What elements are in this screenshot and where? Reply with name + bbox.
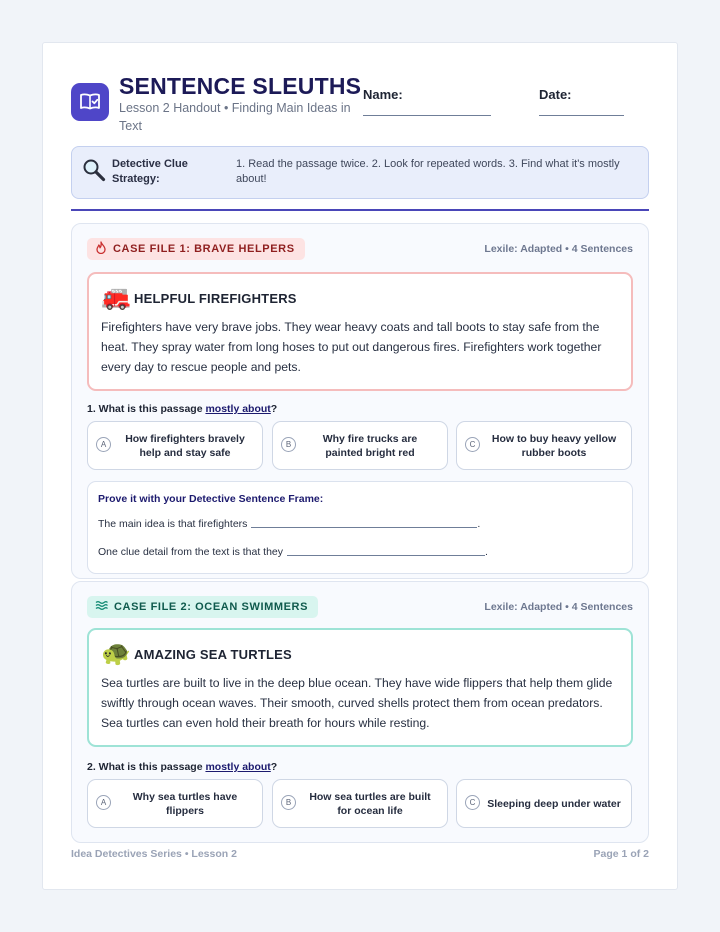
option-letter: A [96,795,111,810]
footer-page-number: Page 1 of 2 [593,848,649,860]
lexile-label: Lexile: Adapted • 4 Sentences [484,243,633,255]
section-divider [71,209,649,211]
passage-text: Firefighters have very brave jobs. They wear heavy coats and tall boots to stay safe from the heat. They spray water from long hoses to put out dangerous fires. Firefighters work together every day to rescue people and pets. [101,320,602,374]
date-field[interactable] [539,115,624,116]
answer-option-a[interactable] [87,779,263,828]
name-label: Name: [363,87,403,102]
question-2 [87,761,277,773]
book-check-icon [71,83,109,121]
frame-prompt: The main idea is that firefighters [98,518,248,530]
passage-title: AMAZING SEA TURTLES [134,647,292,662]
sentence-frame-line-1 [98,518,480,530]
passage-title: HELPFUL FIREFIGHTERS [134,291,297,306]
magnifying-glass-icon [82,158,106,187]
answer-option-a[interactable] [87,421,263,470]
option-text: How firefighters bravely help and stay safe [125,432,245,459]
question-emphasis: mostly about [205,761,271,773]
option-letter: C [465,795,480,810]
waves-icon [95,600,108,614]
date-label: Date: [539,87,572,102]
option-letter: C [465,437,480,452]
page-subtitle: Lesson 2 Handout • Finding Main Ideas in Text [119,101,351,133]
passage-text: Sea turtles are built to live in the deep blue ocean. They have wide flippers that help them glide swiftly through ocean waves. Their smooth, curved shells protect them from ocean predators. Sea turtles can even hold their breath for hours while resting. [101,676,613,730]
option-text: Sleeping deep under water [487,797,621,810]
strategy-label: Detective Clue Strategy: [112,158,188,185]
strategy-text: 1. Read the passage twice. 2. Look for repeated words. 3. Find what it's mostly about! [236,158,620,185]
option-text: Why sea turtles have flippers [132,790,238,817]
answer-blank[interactable] [287,555,485,556]
turtle-icon: 🐢 [101,640,131,667]
footer-series: Idea Detectives Series • Lesson 2 [71,848,237,860]
option-letter: B [281,795,296,810]
answer-option-c[interactable] [456,421,632,470]
answer-blank[interactable] [251,527,477,528]
option-letter: A [96,437,111,452]
sentence-frame [87,481,633,574]
option-letter: B [281,437,296,452]
question-text: 1. What is this passage [87,403,206,415]
question-text: 2. What is this passage [87,761,206,773]
answer-option-b[interactable] [272,421,448,470]
sentence-frame-line-2 [98,546,488,558]
case-badge [87,238,305,260]
option-text: How sea turtles are built for ocean life [309,790,431,817]
passage-card [87,628,633,747]
flame-icon [95,241,107,257]
strategy-box [71,146,649,199]
passage-card [87,272,633,391]
frame-prompt: One clue detail from the text is that they [98,546,284,558]
question-mark: ? [270,403,278,415]
lexile-label: Lexile: Adapted • 4 Sentences [484,601,633,613]
option-text: How to buy heavy yellow rubber boots [491,432,617,459]
option-text: Why fire trucks are painted bright red [322,432,418,459]
frame-period: . [485,546,488,558]
page-title: SENTENCE SLEUTHS [119,73,362,99]
case-file-2 [71,581,649,843]
case-badge-label: CASE FILE 1: BRAVE HELPERS [113,243,295,255]
frame-period: . [477,518,481,530]
question-1 [87,403,277,415]
answer-option-b[interactable] [272,779,448,828]
case-file-1 [71,223,649,579]
fire-truck-icon: 🚒 [101,284,131,311]
worksheet-page [42,42,678,890]
case-badge [87,596,318,618]
case-badge-label: CASE FILE 2: OCEAN SWIMMERS [114,601,309,613]
answer-option-c[interactable] [456,779,632,828]
name-field[interactable] [363,115,491,116]
question-mark: ? [270,761,278,773]
sentence-frame-title: Prove it with your Detective Sentence Frame: [98,493,324,505]
question-emphasis: mostly about [205,403,271,415]
